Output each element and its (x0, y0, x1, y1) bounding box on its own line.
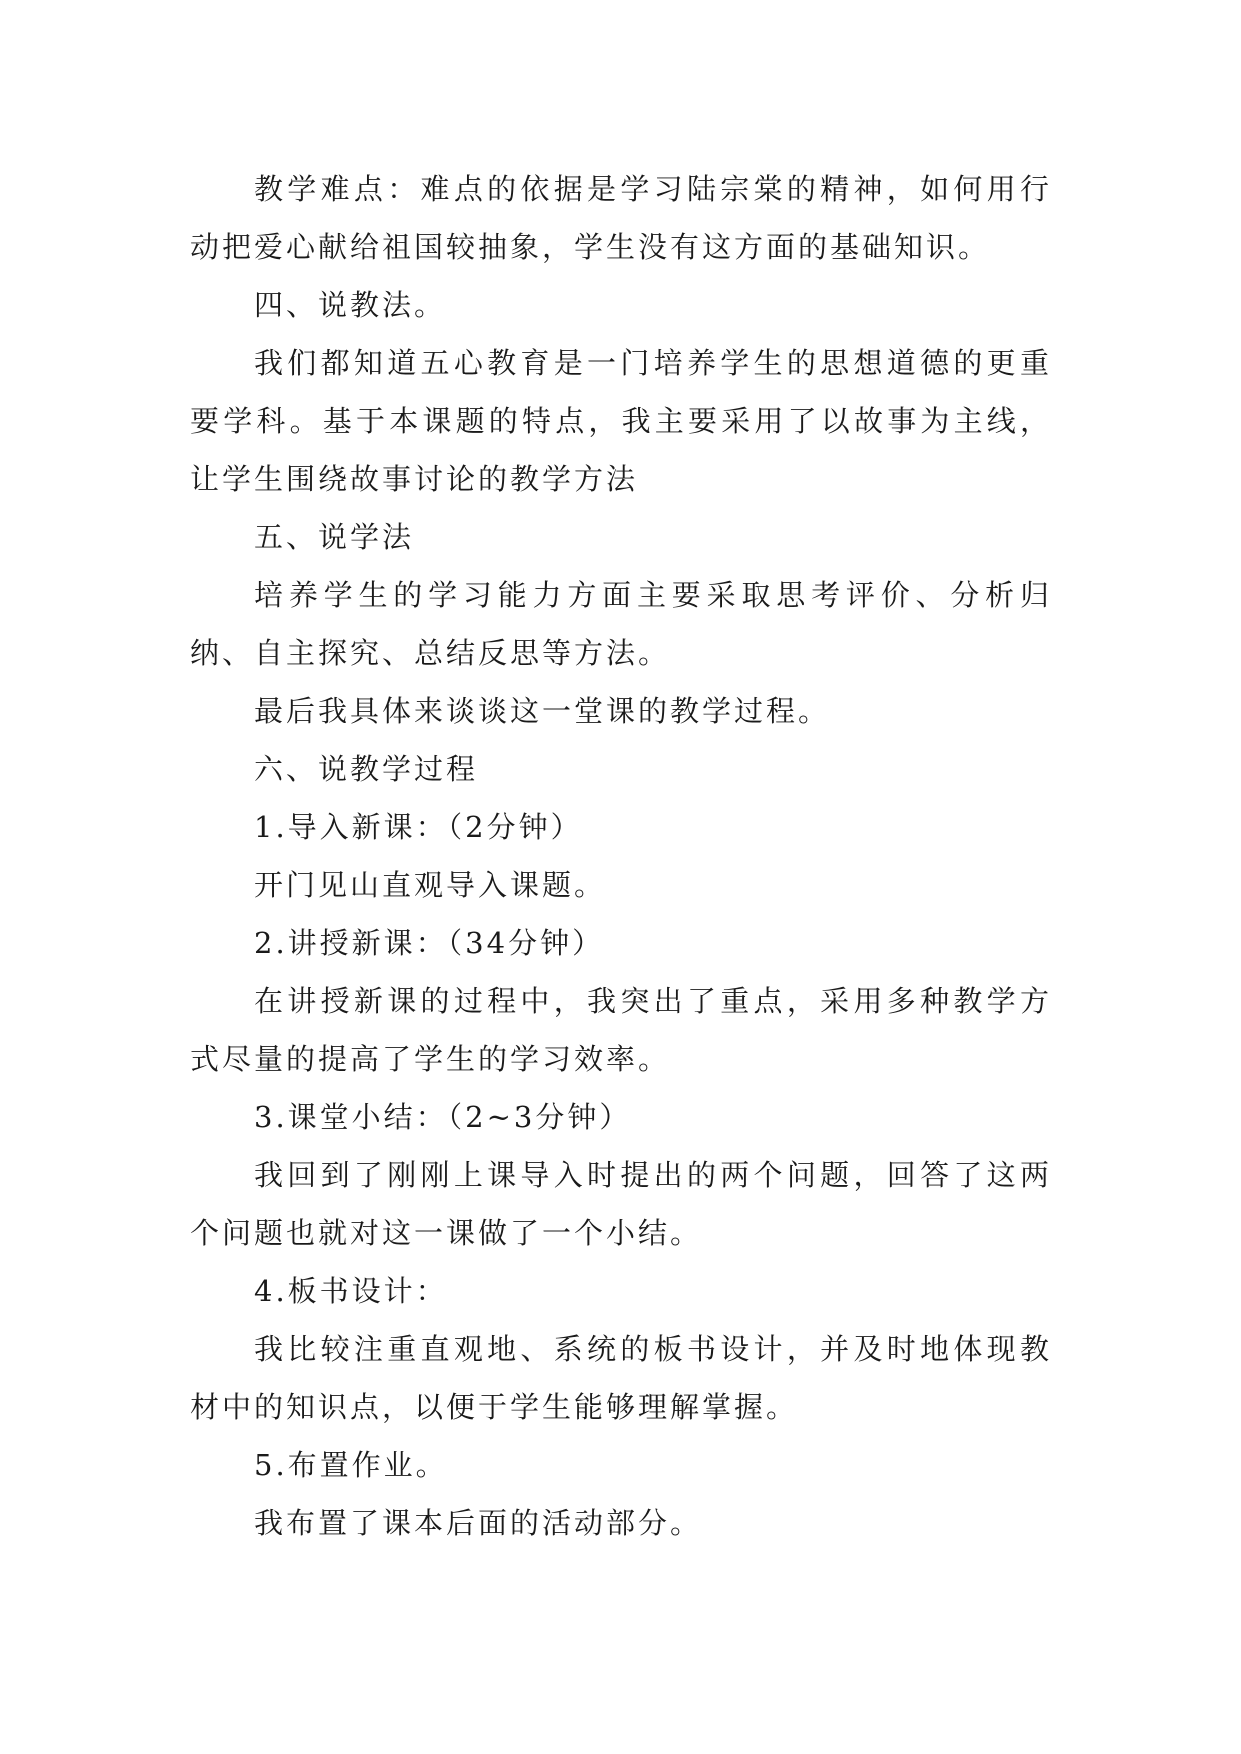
paragraph-blackboard-design: 我比较注重直观地、系统的板书设计，并及时地体现教材中的知识点，以便于学生能够理解掌握。 (190, 1332, 1052, 1424)
document-body (190, 160, 1052, 1552)
step-blackboard-design: 4.板书设计： (254, 1274, 448, 1308)
paragraph-teaching-method: 我们都知道五心教育是一门培养学生的思想道德的更重要学科。基于本课题的特点，我主要采用了以故事为主线，让学生围绕故事讨论的教学方法 (190, 346, 1052, 496)
paragraph-learning-method: 培养学生的学习能力方面主要采取思考评价、分析归纳、自主探究、总结反思等方法。 (190, 578, 1052, 670)
paragraph-process-intro: 最后我具体来谈谈这一堂课的教学过程。 (254, 694, 831, 728)
step-intro-new-lesson: 1.导入新课：（2分钟） (254, 810, 583, 844)
paragraph-intro-new-lesson: 开门见山直观导入课题。 (254, 868, 607, 902)
step-teach-new-lesson: 2.讲授新课：（34分钟） (254, 926, 605, 960)
heading-learning-method: 五、说学法 (254, 520, 415, 554)
paragraph-teaching-difficulty: 教学难点：难点的依据是学习陆宗棠的精神，如何用行动把爱心献给祖国较抽象，学生没有这方面的基础知识。 (190, 172, 1052, 264)
paragraph-class-summary: 我回到了刚刚上课导入时提出的两个问题，回答了这两个问题也就对这一课做了一个小结。 (190, 1158, 1052, 1250)
step-class-summary: 3.课堂小结：（2~3分钟） (254, 1100, 632, 1134)
heading-teaching-process: 六、说教学过程 (254, 752, 479, 786)
paragraph-teach-new-lesson: 在讲授新课的过程中，我突出了重点，采用多种教学方式尽量的提高了学生的学习效率。 (190, 984, 1052, 1076)
paragraph-homework: 我布置了课本后面的活动部分。 (254, 1506, 703, 1540)
step-homework: 5.布置作业。 (254, 1448, 448, 1482)
heading-teaching-method: 四、说教法。 (254, 288, 447, 322)
